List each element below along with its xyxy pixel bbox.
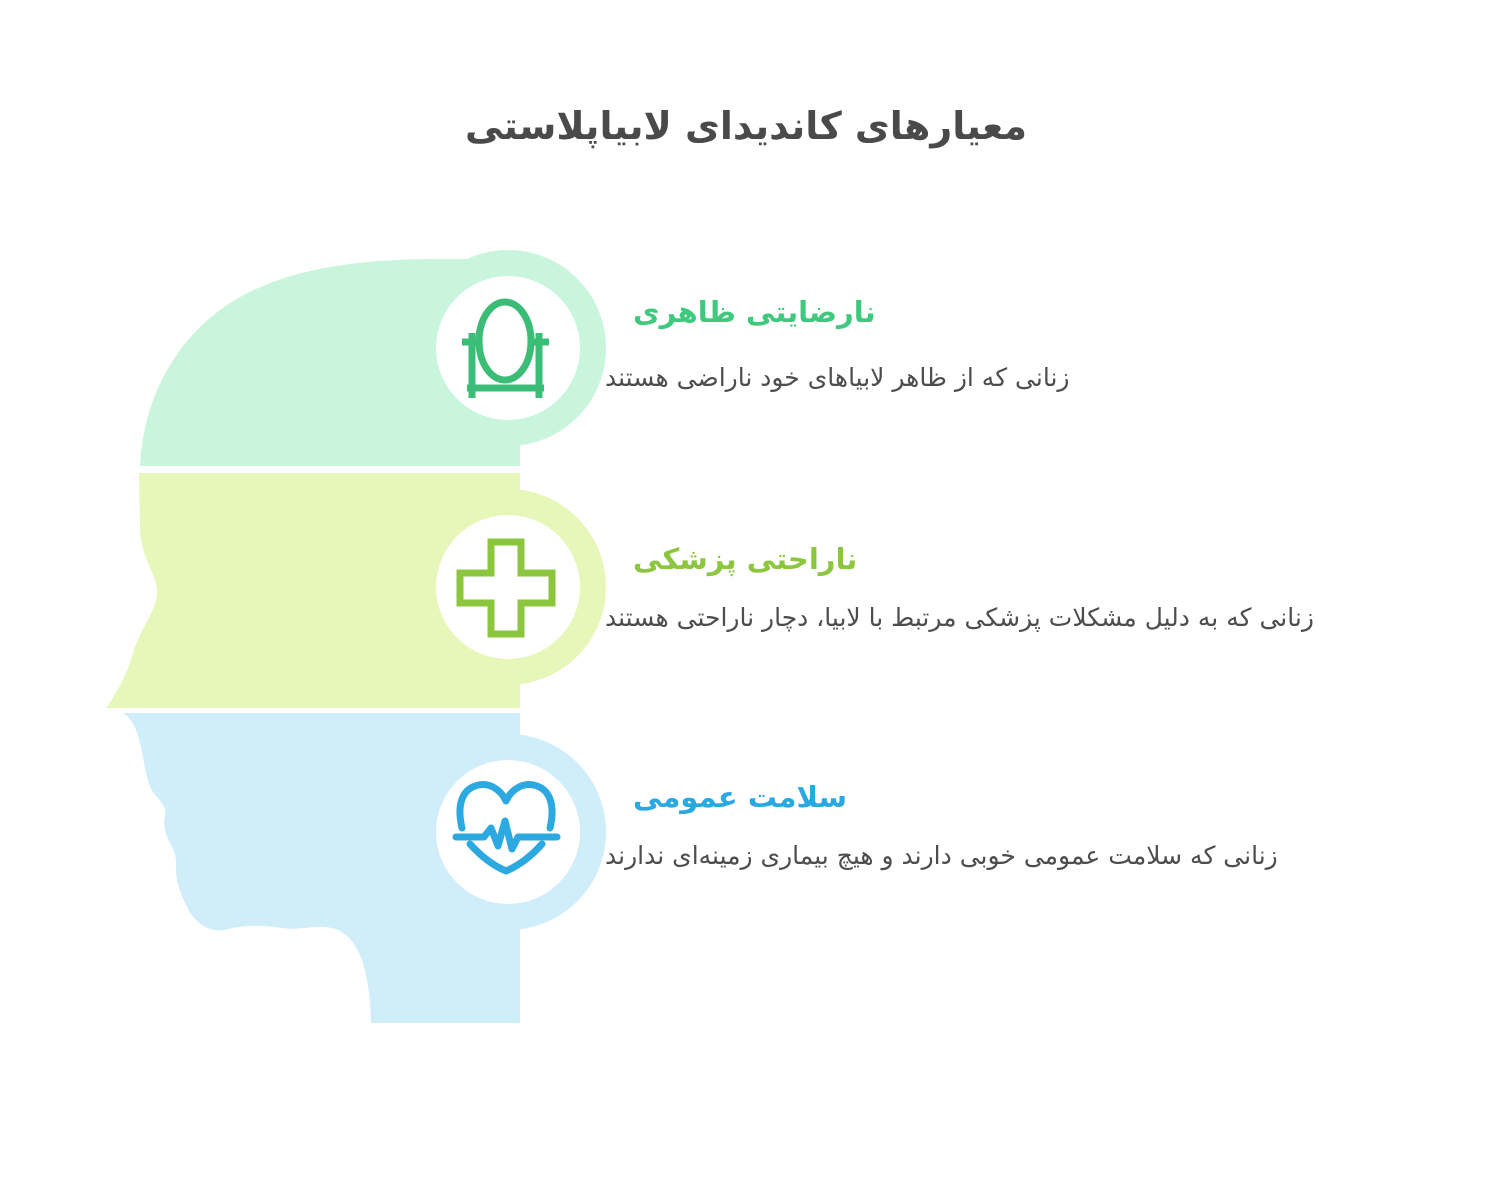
section-appearance-heading: نارضایتی ظاهری	[633, 295, 876, 329]
section-health-description: زنانی که سلامت عمومی خوبی دارند و هیچ بیماری زمینه‌ای ندارند	[605, 841, 1278, 870]
icon-circle-appearance	[436, 276, 580, 420]
band-appearance	[140, 250, 606, 466]
section-medical-heading: ناراحتی پزشکی	[633, 542, 858, 576]
section-medical-description: زنانی که به دلیل مشکلات پزشکی مرتبط با لابیا، دچار ناراحتی هستند	[605, 603, 1314, 632]
band-medical	[106, 473, 606, 708]
band-health	[122, 713, 606, 1023]
section-appearance-description: زنانی که از ظاهر لابیاهای خود ناراضی هستند	[605, 363, 1070, 392]
page-title: معیارهای کاندیدای لابیاپلاستی	[465, 104, 1027, 148]
section-health-heading: سلامت عمومی	[633, 780, 848, 814]
